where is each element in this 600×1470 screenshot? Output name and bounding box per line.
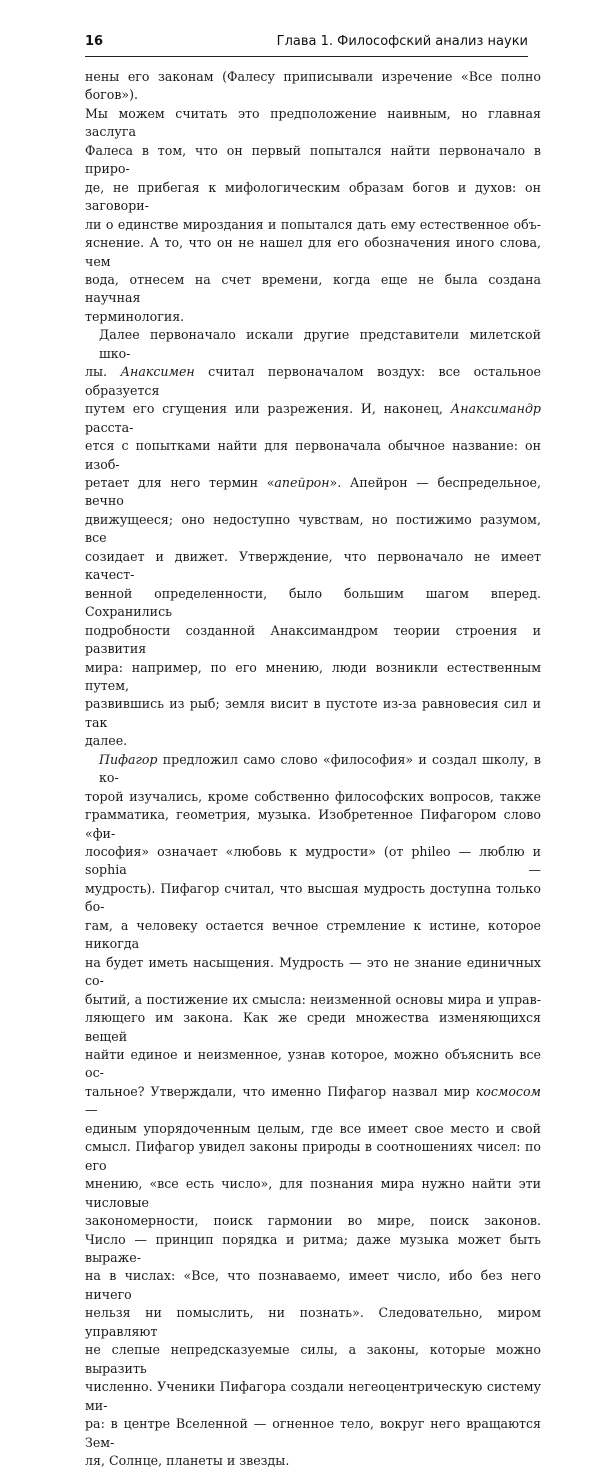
- text-run: вода, отнесем на счет времени, когда еще не была создана научная: [85, 271, 541, 306]
- text-line: [85, 437, 541, 474]
- text-run: нены его законам (Фалесу приписывали изречение «Все полно богов»).: [85, 69, 541, 103]
- text-line: [85, 179, 541, 216]
- text-run: мира: например, по его мнению, люди возникли естественным путем,: [85, 659, 541, 693]
- text-run: ется с попытками найти для первоначала обычное название: он изоб-: [85, 438, 541, 472]
- header-rule: [85, 56, 528, 57]
- text-line: [85, 68, 541, 105]
- italic-term: космосом: [475, 1083, 541, 1099]
- page-number: 16: [85, 34, 104, 49]
- italic-term: Анаксимен: [120, 364, 195, 380]
- text-line: [85, 1267, 541, 1304]
- text-run: единым упорядоченным целым, где все имеет свое место и свой: [85, 1120, 541, 1136]
- text-run: лософия» означает «любовь к мудрости» (от phileo — люблю и sophia —: [85, 844, 541, 878]
- text-run: —: [85, 1102, 98, 1118]
- text-line: [85, 216, 541, 234]
- text-line: [85, 806, 541, 843]
- text-line: [85, 271, 541, 308]
- text-run: яснение. А то, что он не нашел для его обозначения иного слова, чем: [85, 235, 541, 269]
- text-run: смысл. Пифагор увидел законы природы в соотношениях чисел: по его: [85, 1139, 541, 1173]
- text-run: венной определенности, было большим шагом вперед. Сохранились: [85, 585, 541, 620]
- text-line: [85, 474, 541, 511]
- italic-term: Анаксимандр: [450, 401, 541, 417]
- text-run: бытий, а постижение их смысла: неизменной основы мира и управ-: [85, 991, 541, 1007]
- paragraph: [85, 68, 541, 326]
- text-run: ретает для него термин «: [85, 474, 275, 490]
- text-run: развившись из рыб; земля висит в пустоте из-за равновесия сил и так: [85, 696, 541, 730]
- text-line: [85, 1120, 541, 1138]
- text-line: [85, 1304, 541, 1341]
- text-line: [85, 954, 541, 991]
- text-run: грамматика, геометрия, музыка. Изобретенное Пифагором слово «фи-: [85, 807, 541, 841]
- text-run: далее.: [85, 733, 128, 749]
- text-line: [85, 1378, 541, 1415]
- text-run: торой изучались, кроме собственно философских вопросов, также: [85, 788, 541, 804]
- text-line: [85, 234, 541, 271]
- text-run: гам, а человеку остается вечное стремление к истине, которое никогда: [85, 917, 541, 952]
- text-line: [85, 1046, 541, 1083]
- paragraph: [85, 326, 541, 750]
- text-line: [85, 880, 541, 917]
- text-line: [85, 105, 541, 142]
- text-run: подробности созданной Анаксимандром теории строения и развития: [85, 622, 541, 657]
- text-line: [85, 548, 541, 585]
- text-run: Фалеса в том, что он первый попытался найти первоначало в приро-: [85, 142, 541, 177]
- text-run: лы.: [85, 364, 121, 380]
- text-line: [85, 1083, 541, 1120]
- running-head: Глава 1. Философский анализ науки: [276, 34, 528, 49]
- text-run: не слепые непредсказуемые силы, а законы, которые можно выразить: [85, 1342, 541, 1376]
- text-run: ляющего им закона. Как же среди множества изменяющихся вещей: [85, 1010, 541, 1044]
- text-line: [85, 511, 541, 548]
- text-run: движущееся; оно недоступно чувствам, но постижимо разумом, все: [85, 511, 541, 546]
- text-run: мнению, «все есть число», для познания мира нужно найти эти числовые: [85, 1176, 541, 1210]
- text-run: расста-: [85, 419, 134, 435]
- text-line: [85, 1138, 541, 1175]
- text-run: Число — принцип порядка и ритма; даже музыка может быть выраже-: [85, 1231, 541, 1265]
- text-line: [85, 326, 541, 363]
- page-header: [85, 32, 528, 54]
- text-line: [85, 1415, 541, 1452]
- text-run: на будет иметь насыщения. Мудрость — это не знание единичных со-: [85, 954, 541, 989]
- text-line: [85, 1341, 541, 1378]
- text-run: численно. Ученики Пифагора создали негеоцентрическую систему ми-: [85, 1379, 541, 1413]
- text-line: [85, 843, 541, 880]
- text-line: [85, 788, 541, 806]
- text-line: [85, 585, 541, 622]
- italic-term: апейрон: [274, 474, 330, 490]
- text-line: [85, 991, 541, 1009]
- text-line: [85, 308, 541, 326]
- text-run: терминология.: [85, 308, 185, 324]
- italic-term: Пифагор: [99, 751, 158, 767]
- text-run: ». Апейрон — беспредельное, вечно: [85, 474, 542, 509]
- text-line: [85, 1452, 541, 1470]
- text-line: [85, 732, 541, 750]
- text-run: закономерности, поиск гармонии во мире, поиск законов.: [85, 1213, 541, 1229]
- body-text: [85, 68, 541, 1470]
- text-run: Далее первоначало искали другие представители милетской шко-: [99, 327, 541, 361]
- text-run: предложил само слово «философия» и создал школу, в ко-: [99, 751, 541, 786]
- text-run: считал первоначалом воздух: все остальное образуется: [85, 364, 542, 398]
- text-run: мудрость). Пифагор считал, что высшая мудрость доступна только бо-: [85, 880, 541, 915]
- text-line: [85, 1212, 541, 1230]
- text-run: де, не прибегая к мифологическим образам богов и духов: он заговори-: [85, 179, 541, 214]
- text-run: ли о единстве мироздания и попытался дать ему естественное объ-: [85, 216, 541, 232]
- text-run: нельзя ни помыслить, ни познать». Следовательно, миром управляют: [85, 1305, 541, 1339]
- text-run: ля, Солнце, планеты и звезды.: [85, 1452, 290, 1468]
- text-line: [85, 917, 541, 954]
- text-line: [85, 142, 541, 179]
- text-line: [85, 751, 541, 788]
- text-run: на в числах: «Все, что познаваемо, имеет число, ибо без него ничего: [85, 1268, 541, 1302]
- text-line: [85, 695, 541, 732]
- text-run: найти единое и неизменное, узнав которое, можно объяснить все ос-: [85, 1047, 541, 1081]
- text-line: [85, 659, 541, 696]
- text-line: [85, 1175, 541, 1212]
- text-run: путем его сгущения или разрежения. И, наконец,: [85, 401, 451, 417]
- text-run: ра: в центре Вселенной — огненное тело, вокруг него вращаются Зем-: [85, 1416, 541, 1450]
- text-run: тальное? Утверждали, что именно Пифагор назвал мир: [85, 1083, 476, 1099]
- text-run: созидает и движет. Утверждение, что первоначало не имеет качест-: [85, 548, 541, 583]
- text-line: [85, 1231, 541, 1268]
- text-run: Мы можем считать это предположение наивным, но главная заслуга: [85, 105, 541, 140]
- text-line: [85, 400, 541, 437]
- text-line: [85, 363, 541, 400]
- text-line: [85, 622, 541, 659]
- text-line: [85, 1009, 541, 1046]
- paragraph: [85, 751, 541, 1470]
